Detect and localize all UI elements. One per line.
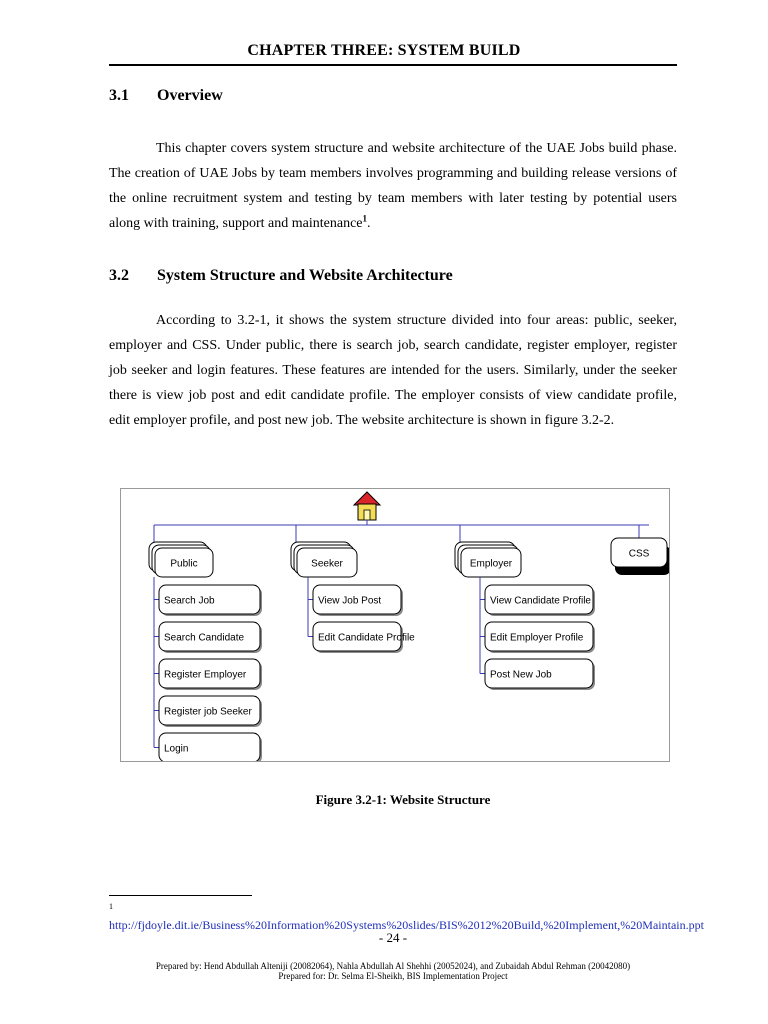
search-job-node-label: Search Job xyxy=(164,595,215,607)
footnote xyxy=(109,899,704,933)
view-job-post-node-label: View Job Post xyxy=(318,595,382,607)
overview-text: This chapter covers system structure and website architecture of the UAE Jobs build phase. The creation of UAE Jobs by team members involves programming and building release versions of the online recruitment system and testing by team members with later testing by potential users along with training, support and maintenance xyxy=(109,141,677,231)
architecture-text: According to 3.2-1, it shows the system structure divided into four areas: public, seeker, employer and CSS. Under public, there is search job, search candidate, register employer, register job seeker and login features. These features are intended for the users. Similarly, under the seeker there is view job post and edit candidate profile. The employer consists of view candidate profile, edit employer profile, and post new job. The website architecture is shown in figure 3.2-2. xyxy=(109,313,677,428)
chapter-title: CHAPTER THREE: SYSTEM BUILD xyxy=(247,42,521,59)
footnote-link[interactable]: http://fjdoyle.dit.ie/Business%20Information%20Systems%20slides/BIS%2012%20Build,%20Implement,%20Maintain.ppt xyxy=(109,918,704,932)
website-structure-diagram xyxy=(120,488,670,762)
edit-employer-profile-node-label: Edit Employer Profile xyxy=(490,632,584,644)
view-candidate-profile-node-label: View Candidate Profile xyxy=(490,595,591,607)
css-node-label: CSS xyxy=(628,548,650,560)
section-3-1-title: Overview xyxy=(157,87,223,104)
section-3-1-number: 3.1 xyxy=(109,87,129,104)
search-candidate-node-label: Search Candidate xyxy=(164,632,245,644)
employer-node-label: Employer xyxy=(469,558,513,570)
diagram-canvas xyxy=(121,489,669,761)
footnote-marker: 1 xyxy=(109,902,113,911)
home-icon-roof xyxy=(354,492,380,505)
architecture-paragraph xyxy=(109,308,677,433)
figure-caption: Figure 3.2-1: Website Structure xyxy=(315,792,491,807)
login-node-label: Login xyxy=(164,743,189,755)
footer-prepared-by: Prepared by: Hend Abdullah Alteniji (20082064), Nahla Abdullah Al Shehhi (20052024), and Zubaidah Abdul Rehman (20042080) xyxy=(155,961,631,971)
home-icon-door xyxy=(364,510,370,520)
overview-paragraph: This chapter covers system structure and website architecture of the UAE Jobs build phase. The creation of UAE Jobs by team members involves programming and building release versions of the online recruitment system and testing by team members with later testing by potential users along with training, support and maintenance$^1$. xyxy=(109,141,677,231)
public-node-label: Public xyxy=(170,558,198,570)
footnote-ref[interactable]: 1 xyxy=(362,213,367,224)
register-employer-node-label: Register Employer xyxy=(164,669,247,681)
edit-candidate-profile-node-label: Edit Candidate Profile xyxy=(318,632,415,644)
section-3-2-title: System Structure and Website Architecture xyxy=(157,267,453,284)
register-job-seeker-node-label: Register job Seeker xyxy=(164,706,252,718)
page-number: - 24 - xyxy=(378,930,408,945)
header-rule xyxy=(109,64,677,66)
section-3-2-number: 3.2 xyxy=(109,267,129,284)
post-new-job-node-label: Post New Job xyxy=(490,669,552,681)
seeker-node-label: Seeker xyxy=(311,558,343,570)
footnote-rule xyxy=(109,895,252,896)
footer-prepared-for: Prepared for: Dr. Selma El-Sheikh, BIS Implementation Project xyxy=(278,971,508,981)
